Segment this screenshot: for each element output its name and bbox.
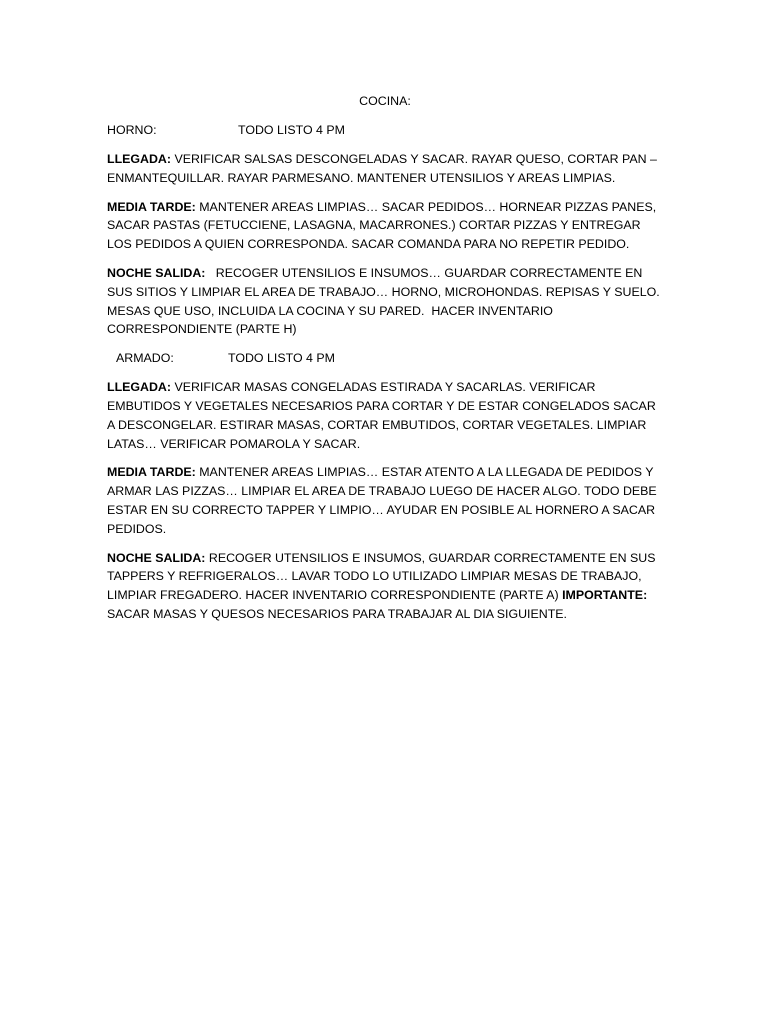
section-status-armado: TODO LISTO 4 PM xyxy=(228,351,335,366)
paragraph-label: LLEGADA: xyxy=(107,152,172,166)
paragraph-text: VERIFICAR SALSAS DESCONGELADAS Y SACAR. RAYAR QUESO, CORTAR PAN – ENMANTEQUILLAR. RAYAR PARMESANO. MANTENER UTENSILIOS Y AREAS LIMPIAS. xyxy=(107,152,657,185)
important-label: IMPORTANTE: xyxy=(562,588,648,603)
section-header-horno xyxy=(107,121,663,140)
important-text: SACAR MASAS Y QUESOS NECESARIOS PARA TRABAJAR AL DIA SIGUIENTE. xyxy=(107,606,567,621)
paragraph-label: MEDIA TARDE: xyxy=(107,465,196,480)
paragraph-armado-media-tarde xyxy=(107,463,663,538)
paragraph-horno-media-tarde xyxy=(107,198,663,254)
paragraph-horno-llegada xyxy=(107,150,663,188)
paragraph-label: NOCHE SALIDA: xyxy=(107,265,206,280)
section-name-horno: HORNO: xyxy=(107,123,157,137)
paragraph-text: VERIFICAR MASAS CONGELADAS ESTIRADA Y SACARLAS. VERIFICAR EMBUTIDOS Y VEGETALES NECESARIOS PARA CORTAR Y DE ESTAR CONGELADOS SACAR A DESCONGELAR. ESTIRAR MASAS, CORTAR EMBUTIDOS, CORTAR VEGETALES. LIMPIAR LATAS… VERIFICAR POMAROLA Y SACAR. xyxy=(107,380,656,451)
section-name-armado: ARMADO: xyxy=(116,351,174,366)
paragraph-text: MANTENER AREAS LIMPIAS… ESTAR ATENTO A LA LLEGADA DE PEDIDOS Y ARMAR LAS PIZZAS… LIMPIAR EL AREA DE TRABAJO LUEGO DE HACER ALGO. TODO DEBE ESTAR EN SU CORRECTO TAPPER Y LIMPIO… AYUDAR EN POSIBLE AL HORNERO A SACAR PEDIDOS. xyxy=(107,465,657,536)
paragraph-armado-noche-salida xyxy=(107,549,663,624)
paragraph-label: MEDIA TARDE: xyxy=(107,199,196,214)
paragraph-armado-llegada xyxy=(107,378,663,453)
document-title: COCINA: xyxy=(359,94,411,108)
paragraph-text: RECOGER UTENSILIOS E INSUMOS, GUARDAR CORRECTAMENTE EN SUS TAPPERS Y REFRIGERALOS… LAVAR TODO LO UTILIZADO LIMPIAR MESAS DE TRABAJO, LIMPIAR FREGADERO. HACER INVENTARIO CORRESPONDIENTE (PARTE A) xyxy=(107,550,656,603)
paragraph-label: LLEGADA: xyxy=(107,380,172,395)
document-body xyxy=(107,92,663,634)
paragraph-label: NOCHE SALIDA: xyxy=(107,550,206,565)
section-status-horno: TODO LISTO 4 PM xyxy=(238,123,345,137)
paragraph-text: MANTENER AREAS LIMPIAS… SACAR PEDIDOS… HORNEAR PIZZAS PANES, SACAR PASTAS (FETUCCIENE, LASAGNA, MACARRONES.) CORTAR PIZZAS Y ENTREGAR LOS PEDIDOS A QUIEN CORRESPONDA. SACAR COMANDA PARA NO REPETIR PEDIDO. xyxy=(107,199,657,252)
section-header-armado xyxy=(107,349,663,368)
paragraph-text: RECOGER UTENSILIOS E INSUMOS… GUARDAR CORRECTAMENTE EN SUS SITIOS Y LIMPIAR EL AREA DE TRABAJO… HORNO, MICROHONDAS. REPISAS Y SUELO. MESAS QUE USO, INCLUIDA LA COCINA Y SU PARED. HACER INVENTARIO CORRESPONDIENTE (PARTE H) xyxy=(107,265,664,337)
paragraph-horno-noche-salida xyxy=(107,264,663,339)
